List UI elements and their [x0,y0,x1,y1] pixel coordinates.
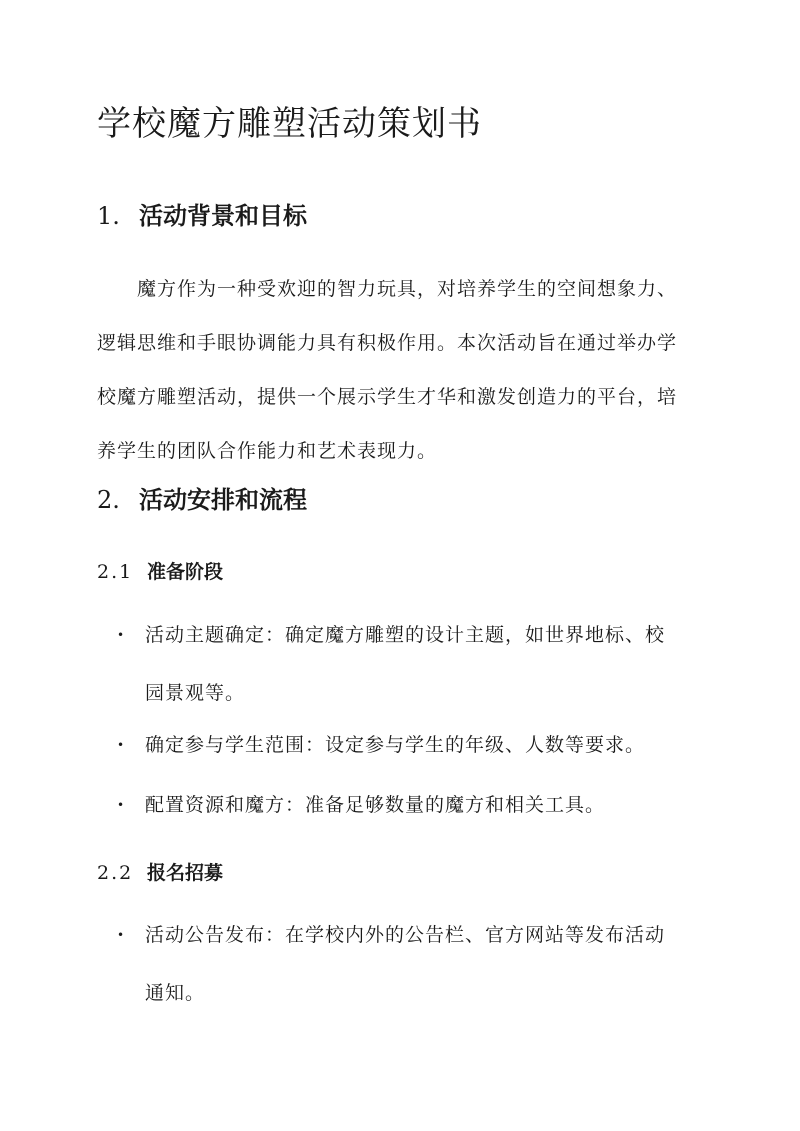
section-1-title: 活动背景和目标 [139,201,307,230]
list-item-line: 活动主题确定：确定魔方雕塑的设计主题，如世界地标、校 [145,624,666,646]
list-item-line: 活动公告发布：在学校内外的公告栏、官方网站等发布活动 [145,924,666,946]
subsection-2-1-number: 2.1 [97,561,134,583]
section-2-heading [97,480,307,515]
list-item-line: 确定参与学生范围：设定参与学生的年级、人数等要求。 [145,734,646,756]
section-2-title: 活动安排和流程 [139,485,307,514]
list-item-line: 配置资源和魔方：准备足够数量的魔方和相关工具。 [145,794,606,816]
list-item-line: 通知。 [145,982,206,1004]
paragraph-line: 养学生的团队合作能力和艺术表现力。 [97,440,438,462]
list-item-line: 园景观等。 [145,682,246,704]
bullet-icon: • [117,628,126,642]
subsection-2-1-heading [97,557,223,584]
section-1-number: 1. [97,202,120,230]
bullet-icon: • [117,738,126,752]
list-item [117,606,677,722]
bullet-icon: • [117,928,126,942]
list-item [117,716,677,774]
section-1-paragraph [97,262,697,478]
paragraph-line: 校魔方雕塑活动，提供一个展示学生才华和激发创造力的平台，培 [97,386,678,408]
list-item [117,906,677,1022]
paragraph-line: 魔方作为一种受欢迎的智力玩具，对培养学生的空间想象力、 [137,278,678,300]
subsection-2-2-heading [97,858,223,885]
section-1-heading [97,196,307,231]
subsection-2-2-number: 2.2 [97,862,134,884]
subsection-2-1-title: 准备阶段 [147,561,224,583]
subsection-2-2-title: 报名招募 [147,862,224,884]
bullet-icon: • [117,798,126,812]
document-title: 学校魔方雕塑活动策划书 [97,104,482,144]
paragraph-line: 逻辑思维和手眼协调能力具有积极作用。本次活动旨在通过举办学 [97,332,678,354]
section-2-number: 2. [97,486,120,514]
list-item [117,776,677,834]
